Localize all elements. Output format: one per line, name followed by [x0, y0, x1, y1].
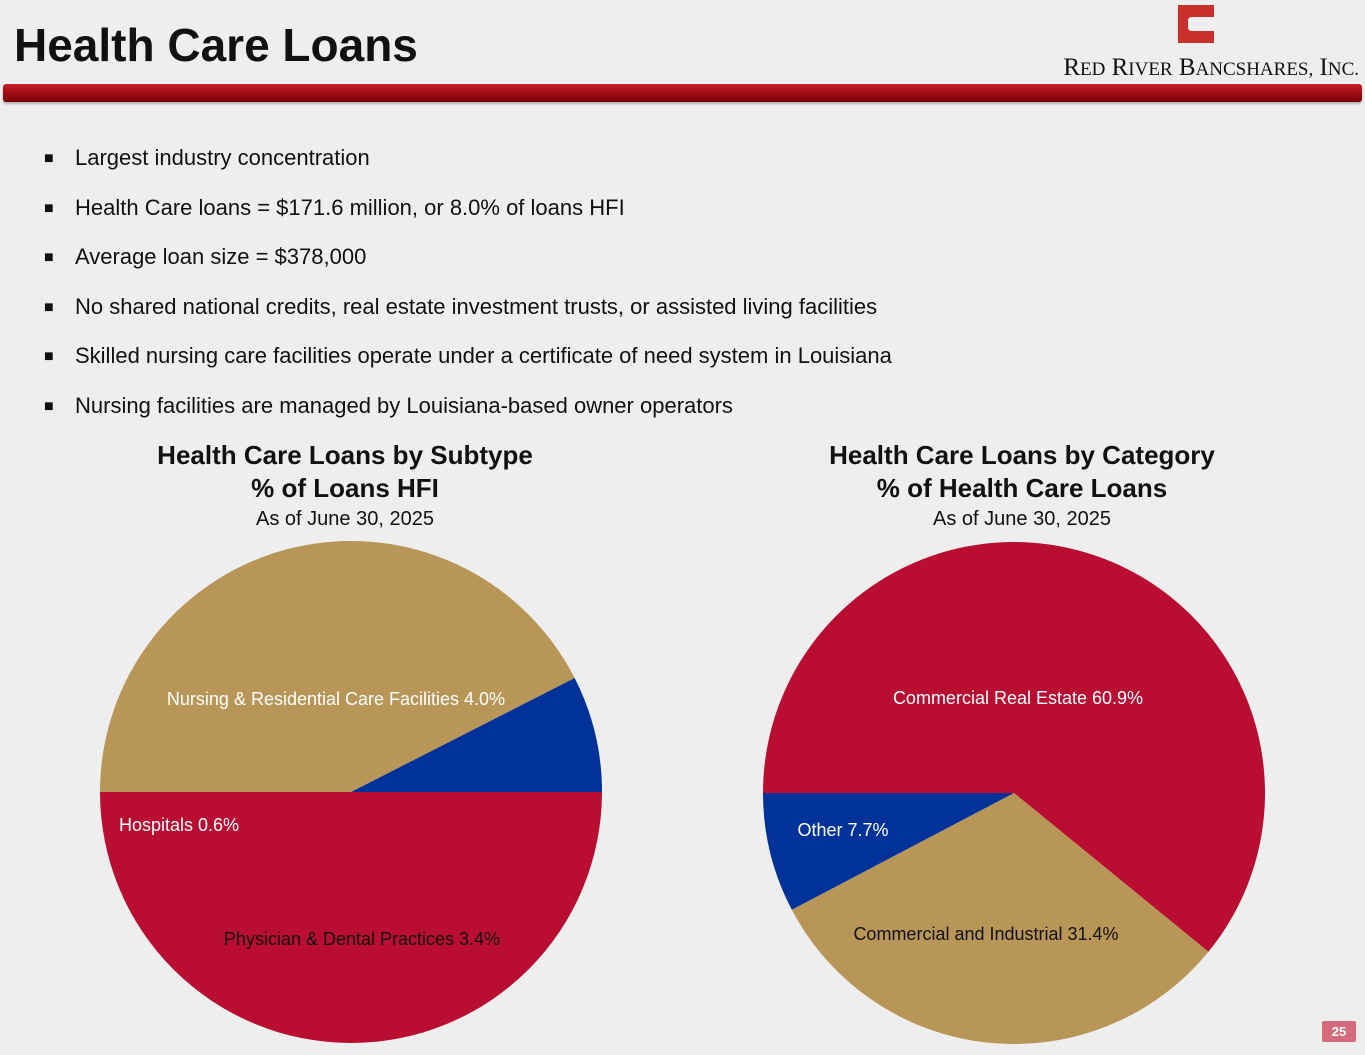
- bullet-item: ■ Average loan size = $378,000: [44, 241, 892, 291]
- pie-slice-label: Other 7.7%: [797, 819, 889, 840]
- bullet-item: ■ Health Care loans = $171.6 million, or 8.0% of loans HFI: [44, 192, 892, 242]
- page-number: 25: [1322, 1021, 1356, 1042]
- chart-caption: As of June 30, 2025: [933, 508, 1111, 530]
- pie-slice-label: Commercial and Industrial 31.4%: [853, 923, 1119, 944]
- bullet-item: ■ Skilled nursing care facilities operate under a certificate of need system in Louisiana: [44, 340, 892, 390]
- chart-caption: As of June 30, 2025: [256, 508, 434, 530]
- bullet-marker: ■: [44, 249, 54, 267]
- chart-subtitle: % of Loans HFI: [251, 473, 439, 503]
- category-pie-chart: [763, 542, 1265, 1044]
- pie-slice-label: Hospitals 0.6%: [118, 814, 240, 835]
- chart-title: Health Care Loans by Subtype: [157, 440, 533, 470]
- bullet-item: ■ Largest industry concentration: [44, 142, 892, 192]
- page-title: Health Care Loans: [14, 19, 418, 71]
- pie-slice-label: Commercial Real Estate 60.9%: [892, 687, 1144, 708]
- bullet-item: ■ Nursing facilities are managed by Louisiana-based owner operators: [44, 390, 892, 440]
- subtype-pie-chart: [100, 541, 602, 1043]
- chart-subtitle: % of Health Care Loans: [876, 473, 1168, 503]
- bullet-marker: ■: [44, 199, 54, 217]
- company-logo-text: RED RIVER BANCSHARES, INC.: [1063, 54, 1359, 81]
- bullet-marker: ■: [44, 298, 54, 316]
- pie-slice-label: Nursing & Residential Care Facilities 4.0%: [166, 688, 506, 709]
- bullet-marker: ■: [44, 397, 54, 415]
- pie-slice-label: Physician & Dental Practices 3.4%: [223, 928, 501, 949]
- bullet-marker: ■: [44, 150, 54, 167]
- bullet-marker: ■: [44, 348, 54, 366]
- chart-title: Health Care Loans by Category: [829, 440, 1215, 470]
- bullet-item: ■ No shared national credits, real estate investment trusts, or assisted living facilities: [44, 291, 892, 341]
